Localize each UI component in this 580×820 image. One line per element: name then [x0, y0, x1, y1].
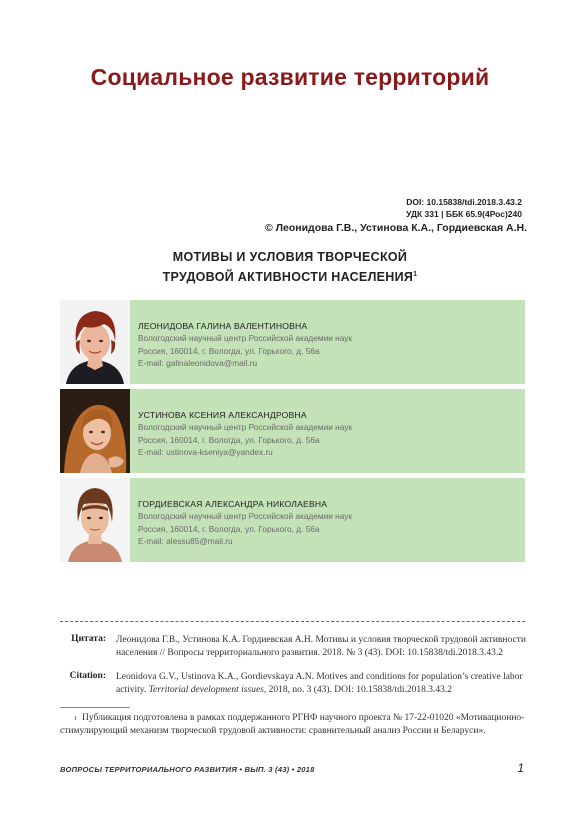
article-title: [0, 249, 580, 286]
author-name: ГОРДИЕВСКАЯ АЛЕКСАНДРА НИКОЛАЕВНА: [138, 499, 328, 509]
article-title-line1: МОТИВЫ И УСЛОВИЯ ТВОРЧЕСКОЙ: [172, 250, 408, 264]
author-photo: [60, 300, 130, 384]
citation-en-part1: Leonidova G.V., Ustinova K.A., Gordievskaya A.N. Motives and conditions for population’s creative labor activity.: [116, 672, 523, 695]
author-card: [60, 478, 525, 562]
author-card: [60, 300, 525, 384]
article-title-line2: ТРУДОВОЙ АКТИВНОСТИ НАСЕЛЕНИЯ: [162, 270, 414, 285]
author-org: Вологодский научный центр Российской академии наук: [138, 511, 353, 522]
author-card: [60, 389, 525, 473]
author-address: Россия, 160014, г. Вологда, ул. Горького, д. 56а: [138, 345, 320, 356]
doi[interactable]: DOI: 10.15838/tdi.2018.3.43.2: [406, 197, 522, 207]
author-photo: [60, 389, 130, 473]
author-info: [138, 409, 352, 459]
author-name: УСТИНОВА КСЕНИЯ АЛЕКСАНДРОВНА: [138, 410, 307, 420]
citation-en-text: [116, 671, 528, 697]
footnote-rule: [60, 707, 130, 708]
author-photo: [60, 478, 130, 562]
copyright: © Леонидова Г.В., Устинова К.А., Гордиевская А.Н.: [264, 222, 527, 234]
author-email[interactable]: E-mail: ustinova-kseniya@yandex.ru: [138, 447, 273, 458]
citation-en-journal: Territorial development issues: [148, 685, 264, 695]
author-name: ЛЕОНИДОВА ГАЛИНА ВАЛЕНТИНОВНА: [138, 321, 308, 331]
citation-ru-label: Цитата:: [71, 634, 106, 644]
citation-en-part2: , 2018, no. 3 (43). DOI: 10.15838/tdi.2018.3.43.2: [263, 685, 453, 695]
author-org: Вологодский научный центр Российской академии наук: [138, 422, 353, 433]
author-address: Россия, 160014, г. Вологда, ул. Горького, д. 56а: [138, 523, 320, 534]
divider: [60, 621, 525, 622]
author-org: Вологодский научный центр Российской академии наук: [138, 333, 353, 344]
section-title: Социальное развитие территорий: [90, 64, 490, 90]
footnote-mark: 1: [74, 715, 78, 722]
page-number: 1: [517, 761, 524, 775]
author-info: [138, 498, 352, 548]
author-info: [138, 320, 352, 370]
author-email[interactable]: E-mail: galinaleonidova@mail.ru: [138, 358, 258, 369]
author-email[interactable]: E-mail: alessu85@mail.ru: [138, 536, 233, 547]
udk-bbk: УДК 331 | ББК 65.9(4Рос)240: [406, 209, 522, 219]
title-footnote-mark[interactable]: 1: [413, 271, 418, 278]
author-address: Россия, 160014, г. Вологда, ул. Горького, д. 56а: [138, 434, 320, 445]
citation-en-label: Citation:: [69, 671, 106, 681]
citation-ru-text: Леонидова Г.В., Устинова К.А. Гордиевская А.Н. Мотивы и условия творческой трудовой активности населения // Вопросы территориального развития. 2018. № 3 (43). DOI: 10.15838/tdi.2018.3.43.2: [116, 635, 526, 658]
footnote: [60, 712, 528, 738]
footnote-text: Публикация подготовлена в рамках поддержанного РГНФ научного проекта № 17-22-01020 «Мотивационно-стимулирующий механизм творческой трудовой активности: сравнительный анализ России и Беларуси».: [60, 713, 525, 736]
journal-footer: ВОПРОСЫ ТЕРРИТОРИАЛЬНОГО РАЗВИТИЯ • ВЫП. 3 (43) • 2018: [60, 765, 315, 774]
